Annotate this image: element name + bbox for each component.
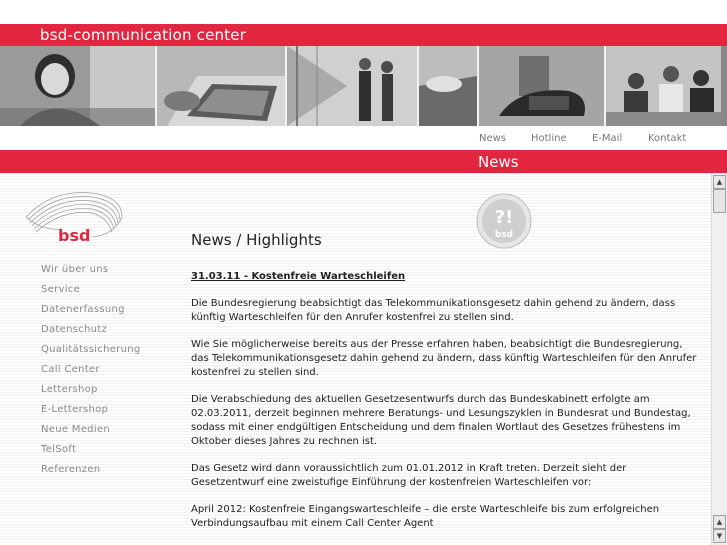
sidebar-item-datenschutz[interactable]: Datenschutz bbox=[41, 324, 108, 335]
article-paragraph: Die Verabschiedung des aktuellen Gesetzesentwurfs durch das Bundeskabinett erfolgte am 02.03.2011, derzeit beginnen mehrere Beratungs- und Lesungszyklen in Bundesrat und Bundestag, sodass mit einer endgültigen Entscheidung und dem finalen Wortlaut des Gesetzes frühestens im Oktober dieses Jahres zu rechnen ist. bbox=[191, 394, 691, 447]
top-navigation bbox=[0, 126, 727, 150]
photo-telephone bbox=[479, 46, 604, 126]
photo-meeting bbox=[606, 46, 721, 126]
sidebar-item-datenerfassung[interactable]: Datenerfassung bbox=[41, 304, 125, 315]
sidebar-navigation bbox=[41, 263, 141, 483]
photo-call-center-agent bbox=[0, 46, 155, 126]
scrollbar-thumb[interactable] bbox=[713, 189, 726, 213]
scroll-down-arrow-upper-icon[interactable]: ▲ bbox=[713, 515, 726, 529]
site-title: bsd-communication center bbox=[40, 26, 247, 44]
top-nav-email[interactable]: E-Mail bbox=[592, 133, 623, 144]
sidebar-item-service[interactable]: Service bbox=[41, 284, 81, 295]
top-nav-news[interactable]: News bbox=[479, 133, 507, 144]
content-area bbox=[0, 173, 711, 545]
sidebar-item-qualitaetssicherung[interactable]: Qualitätssicherung bbox=[41, 344, 141, 355]
article-headline[interactable]: 31.03.11 - Kostenfreie Warteschleifen bbox=[191, 271, 406, 282]
news-badge-icon bbox=[476, 193, 532, 249]
sidebar-item-referenzen[interactable]: Referenzen bbox=[41, 464, 101, 475]
photo-keyboard bbox=[157, 46, 285, 126]
page-title: News / Highlights bbox=[191, 231, 322, 249]
bsd-logo[interactable] bbox=[22, 187, 126, 245]
section-title-bar bbox=[0, 150, 727, 173]
section-title: News bbox=[478, 153, 519, 171]
top-spacer bbox=[0, 0, 727, 24]
brand-header-bar bbox=[0, 24, 727, 46]
vertical-scrollbar[interactable] bbox=[711, 173, 727, 545]
top-nav-hotline[interactable]: Hotline bbox=[531, 133, 567, 144]
top-nav-kontakt[interactable]: Kontakt bbox=[648, 133, 687, 144]
news-article bbox=[191, 270, 701, 544]
logo-text: bsd bbox=[58, 226, 91, 245]
photo-business-people bbox=[287, 46, 417, 126]
badge-symbol: ?! bbox=[494, 207, 514, 228]
article-paragraph: Wie Sie möglicherweise bereits aus der Presse erfahren haben, beabsichtigt die Bundesregierung, das Telekommunikationsgesetz dahin gehend zu ändern, dass künftig Warteschleifen für den Anrufer kostenfrei zu stellen sind. bbox=[191, 339, 697, 378]
sidebar-item-wir-ueber-uns[interactable]: Wir über uns bbox=[41, 264, 109, 275]
header-photo-strip bbox=[0, 46, 727, 126]
badge-label: bsd bbox=[494, 230, 514, 240]
sidebar-item-e-lettershop[interactable]: E-Lettershop bbox=[41, 404, 109, 415]
sidebar-item-lettershop[interactable]: Lettershop bbox=[41, 384, 98, 395]
article-paragraph: April 2012: Kostenfreie Eingangswarteschleife – die erste Warteschleife bis zum erfolgreichen Verbindungsaufbau mit einem Call Center Agent bbox=[191, 504, 660, 529]
scroll-up-icon[interactable]: ▲ bbox=[713, 175, 726, 189]
scroll-down-icon[interactable]: ▼ bbox=[713, 529, 726, 543]
article-paragraph: Das Gesetz wird dann voraussichtlich zum 01.01.2012 in Kraft treten. Derzeit sieht der Gesetzentwurf eine zweistufige Einführung der kostenfreien Warteschleifen vor: bbox=[191, 463, 627, 488]
sidebar-item-neue-medien[interactable]: Neue Medien bbox=[41, 424, 110, 435]
photo-typing-hands bbox=[419, 46, 477, 126]
sidebar-item-call-center[interactable]: Call Center bbox=[41, 364, 100, 375]
sidebar-item-telsoft[interactable]: TelSoft bbox=[41, 444, 77, 455]
article-paragraph: Die Bundesregierung beabsichtigt das Telekommunikationsgesetz dahin gehend zu ändern, dass künftig Warteschleifen für den Anrufer kostenfrei zu stellen sind. bbox=[191, 298, 676, 323]
